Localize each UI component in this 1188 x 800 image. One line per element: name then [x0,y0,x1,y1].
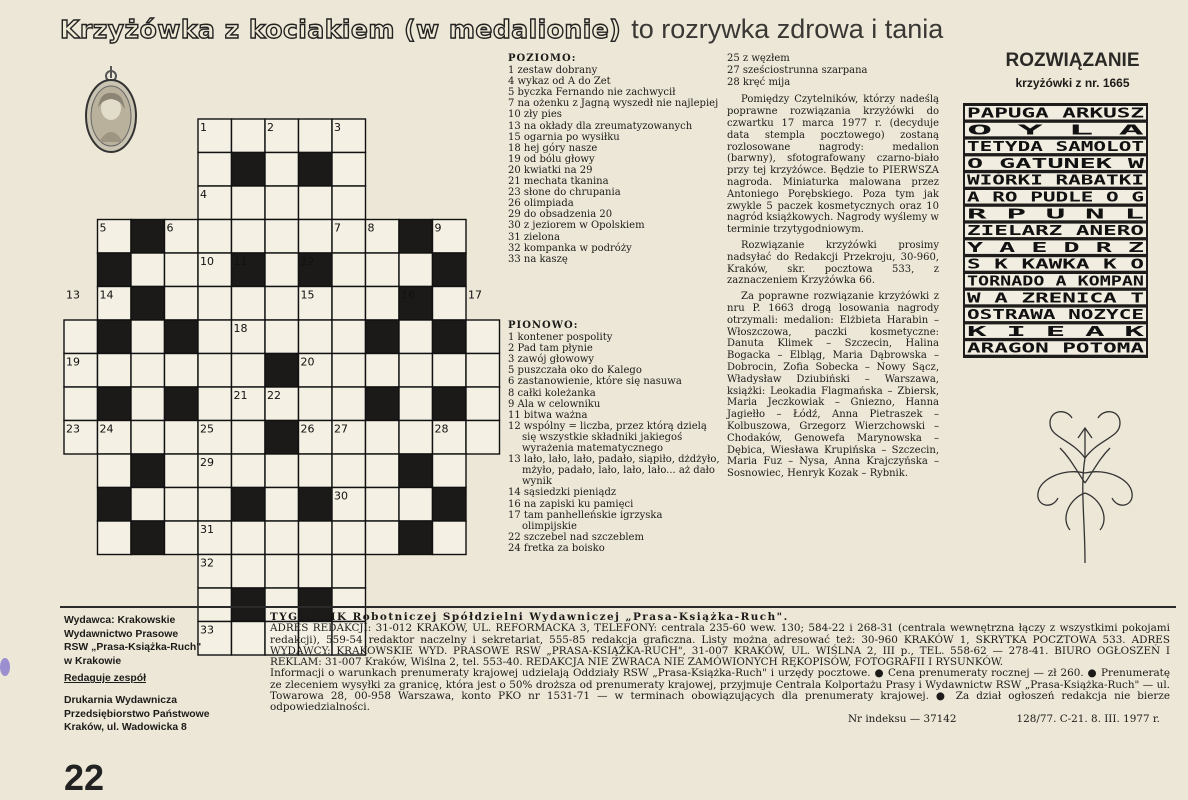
grid-cell[interactable] [332,320,366,354]
clue-item: 24 fretka za boisko [508,542,605,554]
grid-cell[interactable] [165,488,199,522]
clue-item: 13 lało, lało, lało, padało, siąpiło, dżdżyło, mżyło, padało, lało, lało, lało... aż dało wynik [508,454,720,488]
title-main: Krzyżówka z kociakiem (w medalionie) [60,15,622,44]
clue-item: 31 zielona [508,231,560,243]
grid-number: 23 [66,422,80,436]
grid-cell[interactable] [232,354,266,388]
grid-block [98,387,132,421]
grid-cell[interactable] [332,354,366,388]
grid-block [98,488,132,522]
grid-cell[interactable] [198,220,232,254]
grid-number: 21 [233,389,248,402]
grid-cell[interactable] [198,488,232,522]
grid-cell[interactable] [366,488,400,522]
grid-number: 10 [200,255,214,268]
contest-info [727,53,939,484]
grid-cell[interactable] [165,354,199,388]
contest-winners-text: Za poprawne rozwiązanie krzyżówki z nru P. 1663 drogą losowania nagrody otrzymali: medalion: Elżbieta Harabin – Włoszczowa, paczki kosmetyczne: Danuta Klimek – Szczecin, Halina Bogacka – Elbląg, Maria Dąbrowska – Dobrocin, Zofia Sobecka – Nowy Sącz, Władysław Dziubiński – Warszawa, książki: Leokadia Flagmańska – Zbiersk, Maria Jeczkowiak – Gniezno, Hanna Jagiełło – Łódź, Anna Pietraszek – Kolbuszowa, Grzegorz Wierzchowski – Chodaków, Genowefa Marynowska – Dębica, Wiesława Krupińska – Szczecin, Maria Fuz – Nysa, Anna Krajczyńska – Sosnowiec, Henryk Kozak – Rybnik. [727,291,939,480]
grid-cell[interactable] [332,555,366,589]
grid-block [433,320,467,354]
grid-number: 3 [334,121,341,134]
grid-number: 27 [334,422,348,436]
solution-row: Y A E D R Z [967,239,1144,256]
solution-row: R P U N L [967,206,1144,223]
index-number: Nr indeksu — 37142 [847,712,957,725]
grid-cell[interactable] [131,320,165,354]
grid-number: 2 [267,121,274,134]
grid-cell[interactable] [265,287,299,321]
punch-mark [0,658,10,676]
grid-block [265,354,299,388]
grid-block [98,253,132,287]
grid-number: 28 [434,422,449,436]
clue-item: 18 hej góry nasze [508,142,598,154]
grid-number: 13 [66,288,80,302]
grid-cell[interactable] [232,421,266,455]
solution-row: TORNADO A KOMPAN [967,273,1144,290]
solution-row: K I E A K [967,323,1147,340]
page-title [60,14,1180,50]
clue-item: 7 na ożenku z Jagną wyszedł nie najlepiej [508,98,719,110]
grid-number: 22 [267,389,281,402]
solution-row: ARAGON POTOMA [967,340,1144,357]
grid-cell[interactable] [366,287,400,321]
clue-item: 28 kręć mija [727,76,791,88]
solution-row: O Y L A [967,122,1144,139]
grid-cell[interactable] [466,421,500,455]
contest-prizes-text: Pomiędzy Czytelników, którzy nadeślą poprawne rozwiązania krzyżówki do czwartku 17 marca 1977 r. (decyduje data stempla pocztowego) zostaną rozlosowane nagrody: medalion (barwny), sfotografowany czarno-biało przy tej krzyżówce. Będzie to PIERWSZA nagroda. Miniaturka malowana przez Antoniego Porębskiego. Poza tym jak zwykle 5 paczek kosmetycznych oraz 10 nagród książkowych. Nagrody wyślemy w terminie trzytygodniowym. [727,94,939,236]
grid-cell[interactable] [332,454,366,488]
grid-block [265,421,299,455]
grid-block [232,488,266,522]
grid-cell[interactable] [64,387,98,421]
grid-number: 29 [200,456,214,469]
grid-cell[interactable] [366,421,400,455]
grid-number: 6 [166,221,174,235]
clue-item: 16 na zapiski ku pamięci [508,498,634,510]
grid-cell[interactable] [131,253,165,287]
grid-cell[interactable] [466,354,500,388]
grid-cell[interactable] [165,521,199,555]
grid-cell[interactable] [399,421,433,455]
grid-cell[interactable] [198,153,232,187]
grid-cell[interactable] [366,454,400,488]
grid-cell[interactable] [332,153,366,187]
clue-item: 14 sąsiedzki pieniądz [508,487,617,499]
imprint-address: ADRES REDAKCJI: 31-012 KRAKÓW, UL. REFORMACKA 3, TELEFONY: centrala 235-60 wew. 130; 584-22 i 268-31 (centrala wewnętrzna łączy z wszystkimi pokojami redakcji), 559-54 redaktor naczelny i sekretariat, 555-85 redakcja graficzna. Listy można adresować też: 30-960 KRAKÓW 1, SKRYTKA POCZTOWA 533. ADRES WYDAWCY: KRAKOWSKIE WYD. PRASOWE RSW „PRASA-KSIĄŻKA-RUCH", 31-007 KRAKÓW, UL. WIŚLNA 2, III p., TEL. 558-62 — 278-41. BIURO OGŁOSZEŃ I REKLAM: 31-007 Kraków, Wiślna 2, tel. 553-40. REDAKCJA NIE ZWRACA NIE ZAMÓWIONYCH RĘKOPISÓW, FOTOGRAFII I RYSUNKÓW. [270,622,1170,669]
grid-block [366,320,400,354]
solution-row: PAPUGA ARKUSZ [967,105,1144,122]
grid-cell[interactable] [198,387,232,421]
grid-number: 9 [434,221,442,235]
grid-cell[interactable] [232,220,266,254]
grid-block [366,387,400,421]
grid-cell[interactable] [299,119,333,153]
grid-cell[interactable] [165,253,199,287]
solution-row: O GATUNEK W [967,155,1146,172]
clues-vertical-heading: PIONOWO: [508,320,579,331]
grid-cell[interactable] [265,320,299,354]
grid-cell[interactable] [198,320,232,354]
clue-item: 8 całki koleżanka [508,387,596,399]
clue-item: 22 szczebel nad szczeblem [508,531,644,543]
clue-item: 1 zestaw dobrany [508,65,598,77]
grid-cell[interactable] [366,521,400,555]
grid-block [131,521,165,555]
contest-address-text: Rozwiązanie krzyżówki prosimy nadsyłać do Redakcji Przekroju, 30-960, Kraków, skr. pocztowa 533, z zaznaczeniem Krzyżówka 66. [727,239,939,287]
solution-row: S K KAWKA K O [967,256,1144,273]
grid-cell[interactable] [98,354,132,388]
clue-item: 4 wykaz od A do Zet [508,76,611,88]
publisher-line: w Krakowie [64,655,122,667]
solution-row: TETYDA SAMOLOT [967,139,1144,156]
grid-cell[interactable] [232,287,266,321]
publisher-line: Wydawnictwo Prasowe [64,628,179,640]
grid-cell[interactable] [232,186,266,220]
grid-block [232,153,266,187]
grid-number: 20 [300,355,315,369]
clue-item: 17 tam panhelleńskie igrzyska olimpijskie [508,509,663,532]
grid-cell[interactable] [299,387,333,421]
grid-number: 24 [99,422,114,436]
grid-cell[interactable] [466,387,500,421]
grid-cell[interactable] [399,320,433,354]
grid-cell[interactable] [131,488,165,522]
grid-number: 11 [233,255,248,268]
grid-block [299,153,333,187]
grid-cell[interactable] [165,421,199,455]
solution-row: W A ZRENICA T [967,290,1144,307]
grid-number: 8 [367,221,375,235]
clues-horizontal [508,53,720,265]
grid-cell[interactable] [265,555,299,589]
footer-divider [60,606,1176,608]
grid-cell[interactable] [98,454,132,488]
grid-block [399,521,433,555]
grid-number: 26 [300,422,315,436]
grid-number: 7 [334,221,341,235]
grid-cell[interactable] [265,521,299,555]
grid-cell[interactable] [131,387,165,421]
grid-number: 17 [468,288,482,302]
clue-item: 13 na okłady dla zreumatyzowanych [508,120,693,132]
clue-item: 3 zawój głowowy [508,354,595,366]
grid-cell[interactable] [131,421,165,455]
grid-cell[interactable] [433,287,467,321]
grid-number: 31 [200,523,214,536]
grid-cell[interactable] [232,555,266,589]
clue-item: 5 puszczała oko do Kalego [508,365,642,377]
editor-line: Redaguje zespół [64,673,146,685]
solution-row: OSTRAWA NOZYCE [967,307,1144,324]
printer-line: Drukarnia Wydawnicza [64,694,177,706]
clue-item: 27 sześciostrunna szarpana [727,64,868,76]
solution-row: A RO PUDLE O G [967,189,1144,206]
clue-item: 11 bitwa ważna [508,409,588,421]
clue-item: 19 od bólu głowy [508,153,595,165]
grid-cell[interactable] [265,220,299,254]
grid-block [165,320,199,354]
clue-item: 29 do obsadzenia 20 [508,209,613,221]
solution-grid [963,103,1148,358]
grid-number: 5 [99,221,107,235]
imprint-weekly: TYGODNIK Robotniczej Spółdzielni Wydawniczej „Prasa-Książka-Ruch". [270,611,789,623]
grid-cell[interactable] [299,521,333,555]
grid-number: 33 [200,623,214,637]
grid-cell[interactable] [399,387,433,421]
grid-block [131,287,165,321]
grid-number: 19 [66,355,80,369]
imprint-left [64,614,264,735]
grid-cell[interactable] [332,521,366,555]
printer-line: Kraków, ul. Wadowicka 8 [64,722,187,734]
clues-vertical [508,320,720,554]
solution-row: ZIELARZ ANERO [967,223,1144,240]
imprint-subscription: Informacji o warunkach prenumeraty krajowej udzielają Oddziały RSW „Prasa-Książka-Ruch" i urzędy pocztowe. ● Cena prenumeraty rocznej — zł 260. ● Prenumeratę ze zleceniem wysyłki za granicę, która jest o 50% droższa od prenumeraty krajowej, przyjmuje Centrala Kolportażu Prasy i Wydawnictw RSW „Prasa-Książka-Ruch" — ul. Towarowa 28, 00-958 Warszawa, konto PKO nr 1531-71 — w terminach obowiązujących dla prenumeraty krajowej. ● Za dział ogłoszeń redakcja nie bierze odpowiedzialności. [270,667,1170,714]
grid-number: 25 [200,422,214,436]
grid-block [433,387,467,421]
grid-cell[interactable] [299,220,333,254]
grid-cell[interactable] [198,287,232,321]
grid-block [299,488,333,522]
grid-number: 16 [401,288,415,302]
clue-item: 20 kwiatki na 29 [508,164,593,176]
grid-cell[interactable] [332,186,366,220]
grid-block [131,454,165,488]
grid-number: 18 [233,322,248,335]
grid-block [433,488,467,522]
grid-cell[interactable] [165,454,199,488]
grid-cell[interactable] [399,354,433,388]
clue-item: 12 wspólny = liczba, przez którą dzielą się wszystkie składniki jakiegoś wyrażenia matematycznego [508,420,707,455]
grid-cell[interactable] [299,186,333,220]
grid-cell[interactable] [299,320,333,354]
grid-block [399,454,433,488]
grid-cell[interactable] [332,253,366,287]
grid-block [131,220,165,254]
publisher-line: RSW „Prasa-Książka-Ruch" [64,642,202,654]
print-code: 128/77. C-21. 8. III. 1977 r. [1016,712,1160,725]
grid-cell[interactable] [433,454,467,488]
clue-item: 33 na kaszę [508,253,568,265]
grid-cell[interactable] [265,454,299,488]
grid-cell[interactable] [466,320,500,354]
clue-item: 9 Ala w celowniku [508,398,601,410]
grid-cell[interactable] [64,320,98,354]
grid-cell[interactable] [232,454,266,488]
grid-cell[interactable] [366,253,400,287]
grid-number: 32 [200,556,214,570]
grid-cell[interactable] [299,454,333,488]
grid-cell[interactable] [366,354,400,388]
clue-item: 1 kontener pospolity [508,332,613,344]
grid-cell[interactable] [433,354,467,388]
grid-number: 15 [300,288,315,302]
clue-item: 10 zły pies [508,109,562,121]
grid-cell[interactable] [198,354,232,388]
grid-cell[interactable] [265,186,299,220]
page-number: 22 [64,757,105,798]
grid-cell[interactable] [232,119,266,153]
publisher-line: Wydawca: Krakowskie [64,615,176,626]
grid-cell[interactable] [232,521,266,555]
solution-title: ROZWIĄZANIE [1005,50,1140,71]
grid-number: 12 [300,255,315,268]
solution-row: WIÓRKI RABATKI [967,172,1081,189]
clue-item: 26 olimpiada [508,198,574,210]
imprint-right [270,612,1170,725]
grid-number: 30 [334,489,348,503]
clue-item: 2 Pad tam płynie [508,343,593,355]
grid-block [433,253,467,287]
grid-cell[interactable] [433,521,467,555]
grid-cell[interactable] [265,153,299,187]
grid-cell[interactable] [332,387,366,421]
grid-block [98,320,132,354]
clue-item: 15 ogarnia po wysiłku [508,131,620,143]
clue-item: 21 mechata tkanina [508,176,609,188]
grid-number: 1 [200,121,207,134]
grid-cell[interactable] [265,253,299,287]
grid-cell[interactable] [131,354,165,388]
ornament-graphic [1030,398,1140,568]
clue-item: 5 byczka Fernando nie zachwycił [508,87,676,99]
grid-cell[interactable] [165,287,199,321]
clue-item: 25 z węzłem [727,53,790,64]
grid-cell[interactable] [399,253,433,287]
clue-item: 32 kompanka w podróży [508,242,632,254]
clues-horizontal-heading: POZIOMO: [508,53,577,64]
grid-number: 14 [99,288,114,302]
clue-item: 30 z jeziorem w Opolskiem [508,220,645,232]
solution-subtitle: krzyżówki z nr. 1665 [1015,76,1130,90]
title-subtitle: to rozrywka zdrowa i tania [631,14,944,44]
grid-block [399,220,433,254]
grid-cell[interactable] [98,521,132,555]
grid-cell[interactable] [399,488,433,522]
printer-line: Przedsiębiorstwo Państwowe [64,708,210,720]
grid-block [165,387,199,421]
grid-number: 4 [200,188,207,201]
clue-item: 6 zastanowienie, które się nasuwa [508,376,682,388]
grid-cell[interactable] [299,555,333,589]
grid-cell[interactable] [332,287,366,321]
grid-cell[interactable] [265,488,299,522]
clue-item: 23 słone do chrupania [508,187,621,199]
